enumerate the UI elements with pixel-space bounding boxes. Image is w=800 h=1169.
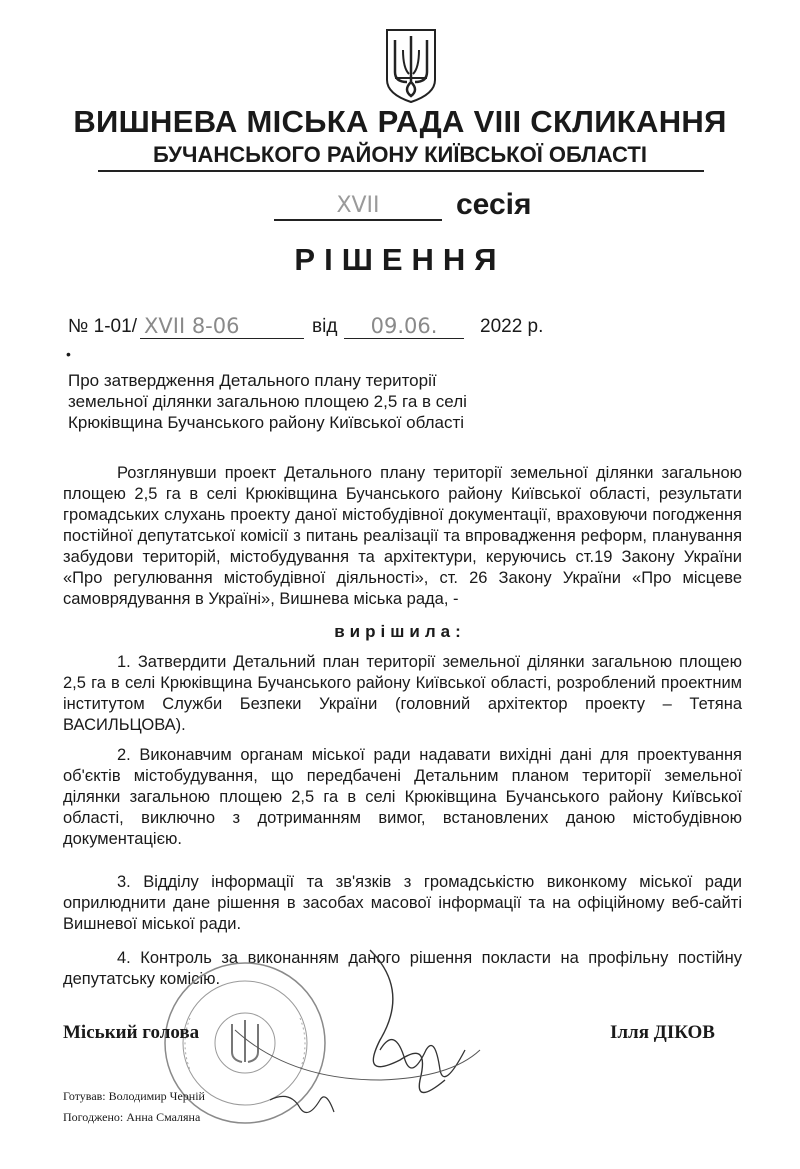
bullet-dot: • [66, 346, 71, 362]
session-number: XVII [274, 193, 442, 221]
agreed-by: Погоджено: Анна Смалянa [63, 1110, 201, 1124]
subject-line: Крюківщина Бучанського району Київської області [68, 413, 465, 432]
number-prefix: № 1-01/ [68, 316, 137, 337]
decision-date: 09.06. [344, 314, 464, 339]
subject-line: Про затвердження Детального плану території [68, 371, 437, 390]
coat-of-arms-icon [383, 28, 439, 104]
decision-title: РІШЕННЯ [294, 242, 506, 277]
handwritten-signature-icon [230, 930, 490, 1140]
decision-year: 2022 р. [480, 316, 544, 337]
item-3 [63, 872, 742, 935]
item-text: 1. Затвердити Детальний план території земельної ділянки загальною площею 2,5 га в селі Крюківщина Бучанського району Київської області, розроблений проектним інститутом Служби Безпеки України (головний архітектор проекту – Тетяна ВАСИЛЬЦОВА). [63, 653, 742, 734]
resolved-heading: вирішила: [334, 622, 466, 641]
item-text: 2. Виконавчим органам міської ради надавати вихідні дані для проектування об'єктів містобудування, що передбачені Детальним планом території земельної ділянки загальною площею 2,5 га в селі Крюківщина Бучанського району Київської області, виключно з дотриманням вимог, встановлених даною містобудівною документацією. [63, 746, 742, 848]
decision-number: XVII 8-06 [140, 314, 304, 339]
item-text: 4. Контроль за виконанням даного рішення покласти на профільну постійну депутатську комісію. [63, 949, 742, 988]
date-from-label: від [312, 316, 338, 337]
district-title: БУЧАНСЬКОГО РАЙОНУ КИЇВСЬКОЇ ОБЛАСТІ [153, 142, 647, 167]
signatory-name: Ілля ДІКОВ [610, 1022, 715, 1043]
item-1 [63, 652, 742, 736]
item-text: 3. Відділу інформації та зв'язків з громадськістю виконкому міської ради оприлюднити дане рішення в засобах масової інформації та на офіційному веб-сайті Вишневої міської ради. [63, 873, 742, 933]
preamble-block [63, 463, 742, 610]
council-title: ВИШНЕВА МІСЬКА РАДА VIII СКЛИКАННЯ [73, 104, 727, 139]
subject-line: земельної ділянки загальною площею 2,5 га в селі [68, 392, 467, 411]
header-divider [98, 170, 704, 172]
item-2 [63, 745, 742, 850]
signatory-position: Міський голова [63, 1022, 200, 1043]
session-label: сесія [456, 188, 532, 221]
decision-number-row [68, 314, 768, 344]
prepared-by: Готував: Володимир Черній [63, 1089, 205, 1103]
decision-subject [68, 370, 488, 433]
preamble-text: Розглянувши проект Детального плану території земельної ділянки загальною площею 2,5 га в селі Крюківщина Бучанського району Київської області, результати громадських слухань проекту даної містобудівної документації, враховуючи погодження постійної депутатської комісії з питань реалізації та впровадження реформ, планування забудови територій, містобудування та архітектури, керуючись ст.19 Закону України «Про регулювання містобудівної діяльності», ст. 26 Закону України «Про місцеве самоврядування в Україні», Вишнева міська рада, - [63, 464, 742, 608]
